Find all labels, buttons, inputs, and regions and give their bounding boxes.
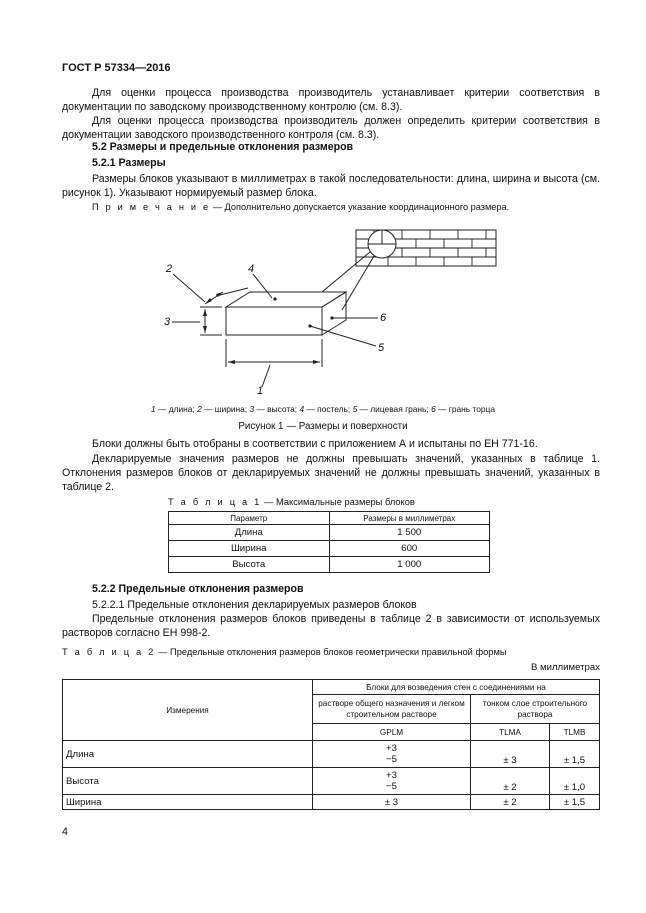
table-row	[63, 680, 600, 695]
figure-legend: 1 — длина; 2 — ширина; 3 — высота; 4 — постель; 5 — лицевая грань; 6 — грань торца	[151, 404, 495, 414]
callout-4: 4	[248, 263, 255, 275]
table-row	[169, 557, 490, 573]
figure-1-block-diagram	[150, 222, 510, 397]
note-label: П р и м е ч а н и е	[92, 202, 211, 212]
paragraph-7: Предельные отклонения размеров блоков приведены в таблице 2 в зависимости от используемых растворов согласно ЕН 998-2.	[62, 613, 600, 639]
table-cell: Ширина	[63, 795, 313, 810]
table-2-caption: Т а б л и ц а 2 — Предельные отклонения размеров блоков геометрически правильной формы	[62, 647, 507, 657]
table-cell: Длина	[169, 525, 330, 541]
table-header-cell: Размеры в миллиметрах	[329, 512, 490, 525]
table-cell: ± 3	[471, 741, 550, 768]
table-2	[62, 679, 600, 810]
note-text: — Дополнительно допускается указание координационного размера.	[210, 202, 510, 212]
table-cell: ± 1,0	[550, 768, 600, 795]
table-cell: 1 000	[329, 557, 490, 573]
table-cell: +3 −5	[313, 768, 471, 795]
table-cell: 600	[329, 541, 490, 557]
table-cell: Длина	[63, 741, 313, 768]
heading-5-2-1: 5.2.1 Размеры	[92, 157, 166, 169]
table-header-sub2: тонком слое строительного раствора	[471, 695, 600, 724]
table-header-code: TLMB	[550, 724, 600, 741]
page-number: 4	[62, 826, 68, 838]
table-row	[63, 741, 600, 768]
table-header-sub1: раствоpе общего назначения и легком строительном растворе	[313, 695, 471, 724]
figure-caption: Рисунок 1 — Размеры и поверхности	[238, 421, 408, 432]
table-header-group: Блоки для возведения стен с соединениями на	[313, 680, 600, 695]
table-cell: ± 3	[313, 795, 471, 810]
table-header-code: GPLM	[313, 724, 471, 741]
table-cell: 1 500	[329, 525, 490, 541]
table-row	[169, 541, 490, 557]
paragraph-5: Декларируемые значения размеров не должны превышать значений, указанных в таблице 1. Отклонения размеров блоков от декларируемых значений не должны превышать значений, указанных в таблице 2.	[62, 453, 600, 493]
paragraph-6: 5.2.2.1 Предельные отклонения декларируемых размеров блоков	[92, 599, 417, 611]
heading-5-2: 5.2 Размеры и предельные отклонения размеров	[92, 141, 354, 153]
point-front-face	[308, 324, 311, 327]
table-header-code: TLMA	[471, 724, 550, 741]
paragraph-3: Размеры блоков указывают в миллиметрах в такой последовательности: длина, ширина и высота (см. рисунок 1). Указывают нормируемый размер блока.	[62, 173, 600, 199]
callout-1: 1	[257, 385, 264, 397]
table-cell: +3 −5	[313, 741, 471, 768]
note	[92, 202, 509, 212]
table-1-caption: Т а б л и ц а 1 — Максимальные размеры блоков	[168, 497, 415, 507]
table-row	[63, 768, 600, 795]
table-cell: ± 1,5	[550, 741, 600, 768]
table-header-measure: Измерения	[63, 680, 313, 741]
document-header: ГОСТ Р 57334—2016	[62, 62, 171, 74]
table-2-unit: В миллиметрах	[530, 662, 600, 673]
paragraph-1: Для оценки процесса производства производитель устанавливает критерии соответствия в документации по заводскому производственному контролю (см. 8.3).	[62, 87, 600, 113]
callout-3: 3	[164, 316, 171, 328]
table-row	[63, 795, 600, 810]
table-row	[169, 525, 490, 541]
table-cell: ± 1,5	[550, 795, 600, 810]
table-cell: Ширина	[169, 541, 330, 557]
table-header-cell: Параметр	[169, 512, 330, 525]
table-1	[168, 511, 490, 573]
table-row	[169, 512, 490, 525]
point-end-face	[330, 316, 333, 319]
table-cell: Высота	[169, 557, 330, 573]
block-3d	[226, 292, 346, 335]
paragraph-4: Блоки должны быть отобраны в соответствии с приложением А и испытаны по ЕН 771-16.	[92, 438, 538, 450]
callout-5: 5	[378, 342, 385, 354]
table-cell: ± 2	[471, 795, 550, 810]
point-bed-face	[273, 297, 276, 300]
heading-5-2-2: 5.2.2 Предельные отклонения размеров	[92, 583, 304, 595]
table-cell: ± 2	[471, 768, 550, 795]
callout-2: 2	[166, 263, 173, 275]
brick-wall-illustration	[356, 230, 496, 266]
callout-6: 6	[380, 312, 387, 324]
paragraph-2: Для оценки процесса производства производитель должен определить критерии соответствия в документации заводского производственного контроля (см. 8.3).	[62, 115, 600, 141]
table-cell: Высота	[63, 768, 313, 795]
